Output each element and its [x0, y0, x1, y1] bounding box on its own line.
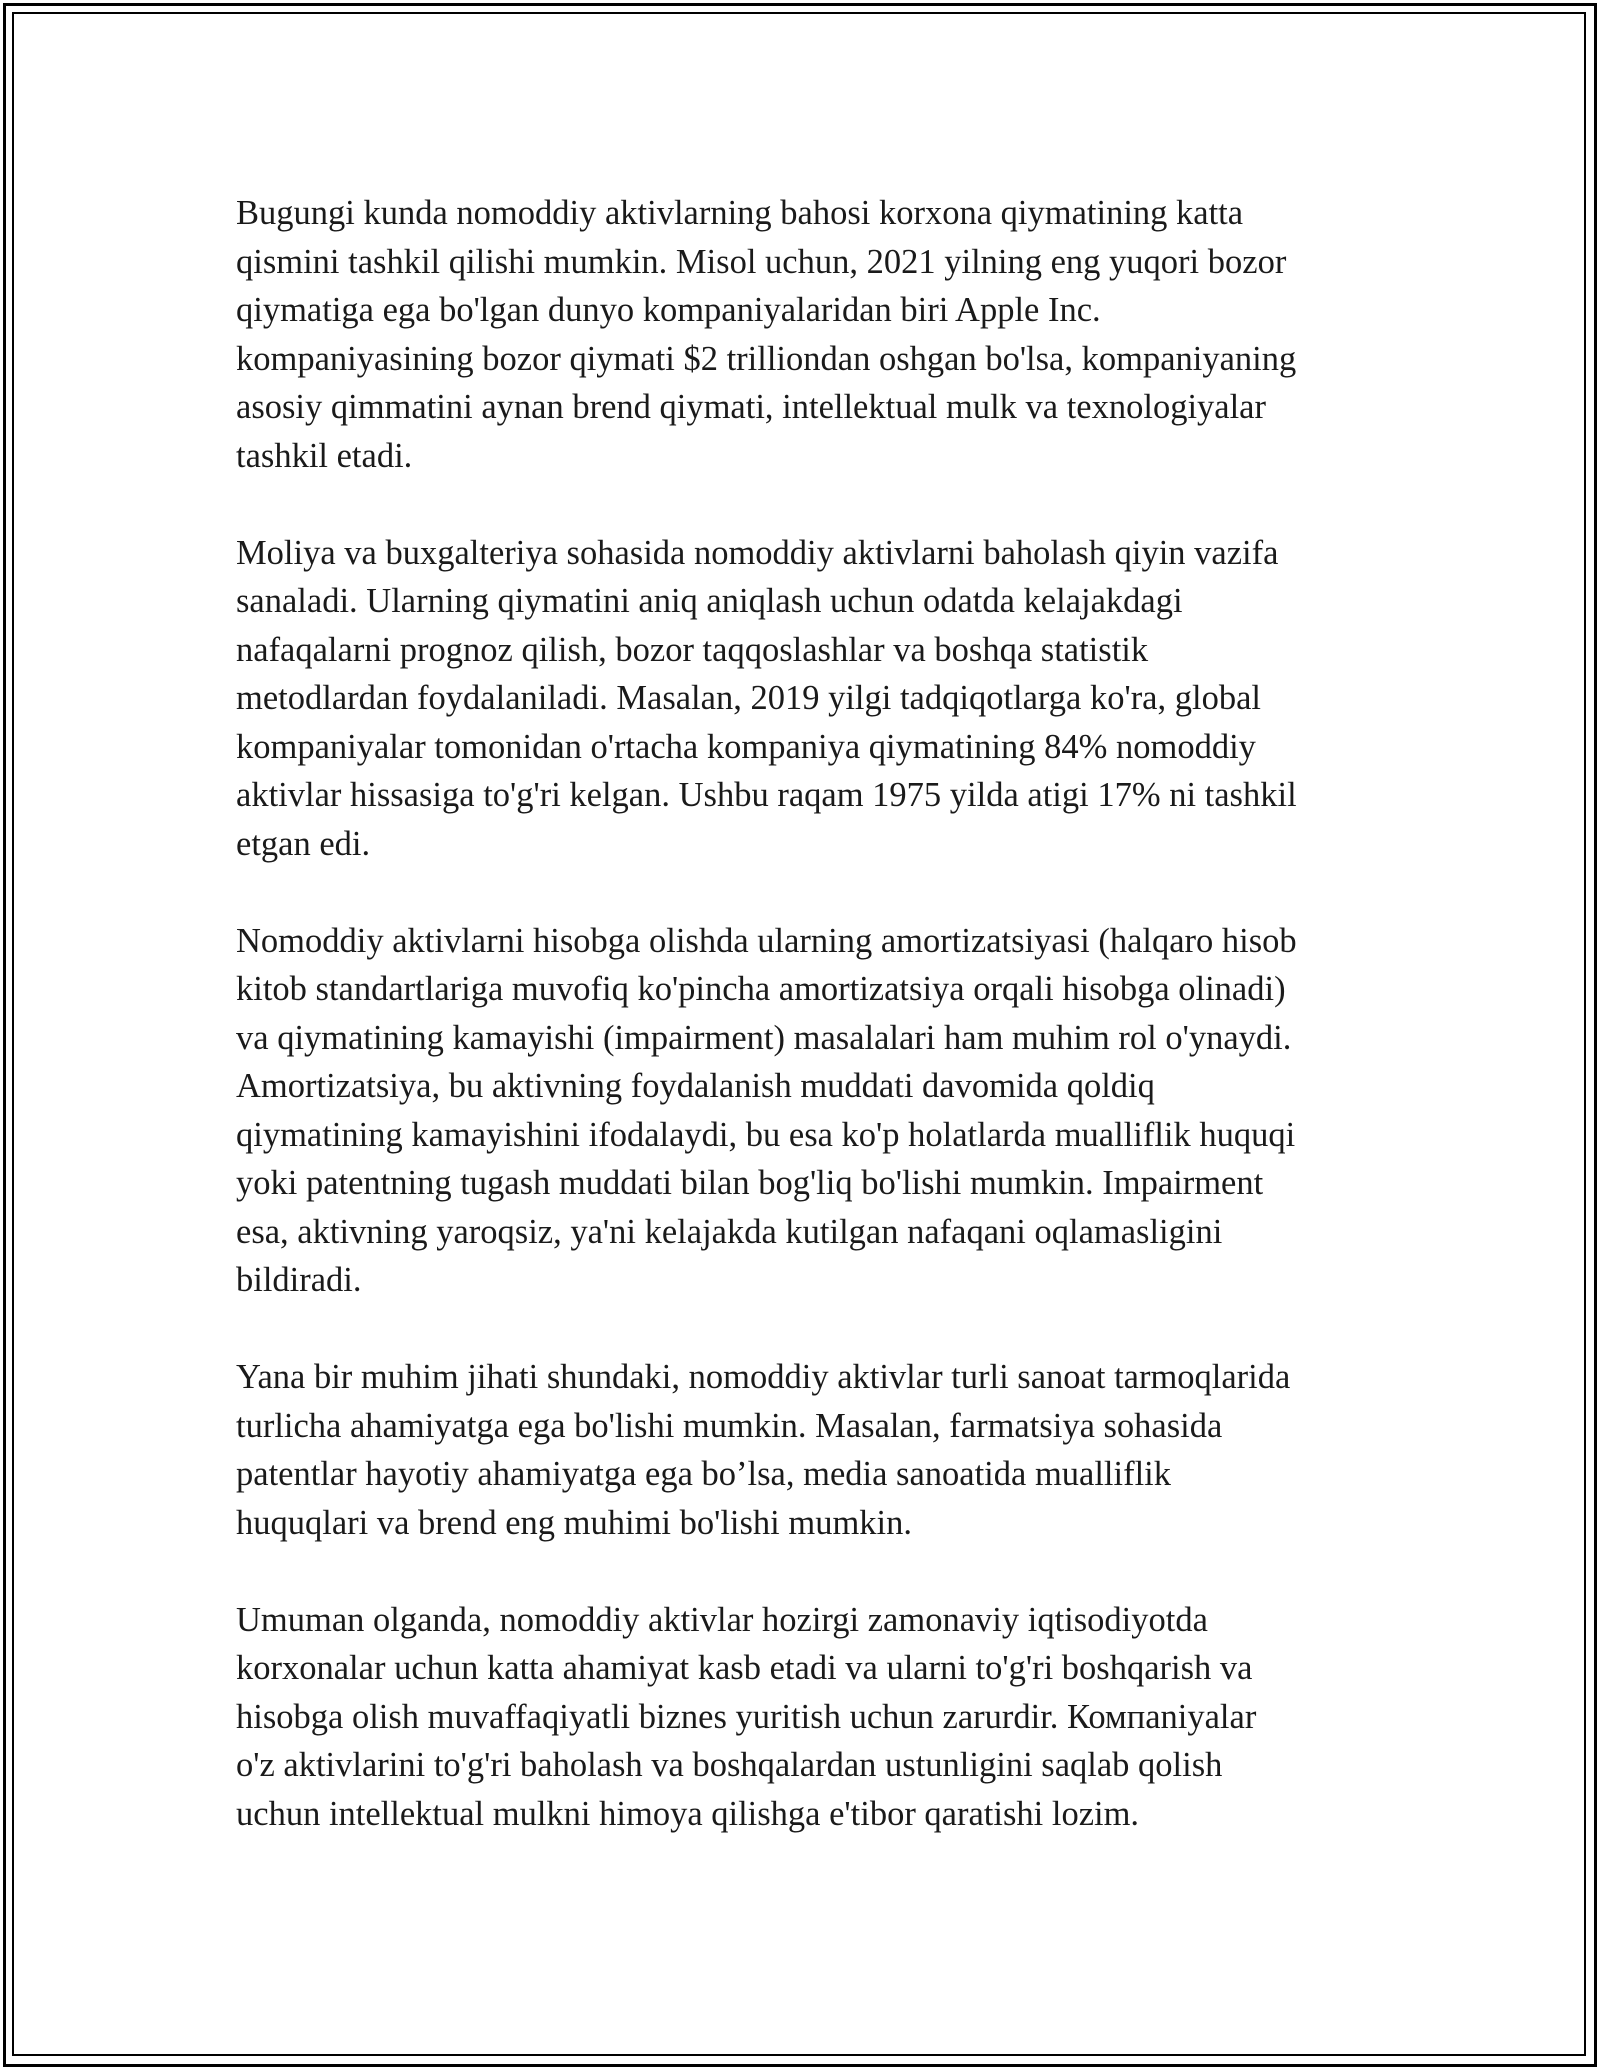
- paragraph-conclusion: Umuman olganda, nomoddiy aktivlar hozirgi zamonaviy iqtisodiyotda korxonalar uchun katta ahamiyat kasb etadi va ularni to'g'ri boshqarish va hisobga olish muvaffaqiyatli biznes yuritish uchun zarurdir. Компaniyalar o'z aktivlarini to'g'ri baholash va boshqalardan ustunligini saqlab qolish uchun intellektual mulkni himoya qilishga e'tibor qaratishi lozim.: [236, 1600, 1257, 1833]
- paragraph-industries: Yana bir muhim jihati shundaki, nomoddiy aktivlar turli sanoat tarmoqlarida turlicha ahamiyatga ega bo'lishi mumkin. Masalan, farmatsiya sohasida patentlar hayotiy ahamiyatga ega bo’lsa, media sanoatida mualliflik huquqlari va brend eng muhimi bo'lishi mumkin.: [236, 1358, 1291, 1542]
- paragraph-intro: Bugungi kunda nomoddiy aktivlarning bahosi korxona qiymatining katta qismini tashkil qilishi mumkin. Misol uchun, 2021 yilning eng yuqori bozor qiymatiga ega bo'lgan dunyo kompaniyalaridan biri Apple Inc. kompaniyasining bozor qiymati $2 trilliondan oshgan bo'lsa, kompaniyaning asosiy qimmatini aynan brend qiymati, intellektual mulk va texnologiyalar tashkil etadi.: [236, 194, 1297, 475]
- paragraph-amortization: Nomoddiy aktivlarni hisobga olishda ularning amortizatsiyasi (halqaro hisob kitob standartlariga muvofiq ko'pincha amortizatsiya orqali hisobga olinadi) va qiymatining kamayishi (impairment) masalalari ham muhim rol o'ynaydi. Amortizatsiya, bu aktivning foydalanish muddati davomida qoldiq qiymatining kamayishini ifodalaydi, bu esa ko'p holatlarda mualliflik huquqi yoki patentning tugash muddati bilan bog'liq bo'lishi mumkin. Impairment esa, aktivning yaroqsiz, ya'ni kelajakda kutilgan nafaqani oqlamasligini bildiradi.: [236, 921, 1297, 1299]
- paragraph-valuation: Moliya va buxgalteriya sohasida nomoddiy aktivlarni baholash qiyin vazifa sanaladi. Ularning qiymatini aniq aniqlash uchun odatda kelajakdagi nafaqalarni prognoz qilish, bozor taqqoslashlar va boshqa statistik metodlardan foydalaniladi. Masalan, 2019 yilgi tadqiqotlarga ko'ra, global kompaniyalar tomonidan o'rtacha kompaniya qiymatining 84% nomoddiy aktivlar hissasiga to'g'ri kelgan. Ushbu raqam 1975 yilda atigi 17% ni tashkil etgan edi.: [236, 533, 1297, 863]
- document-body: [236, 189, 1386, 1838]
